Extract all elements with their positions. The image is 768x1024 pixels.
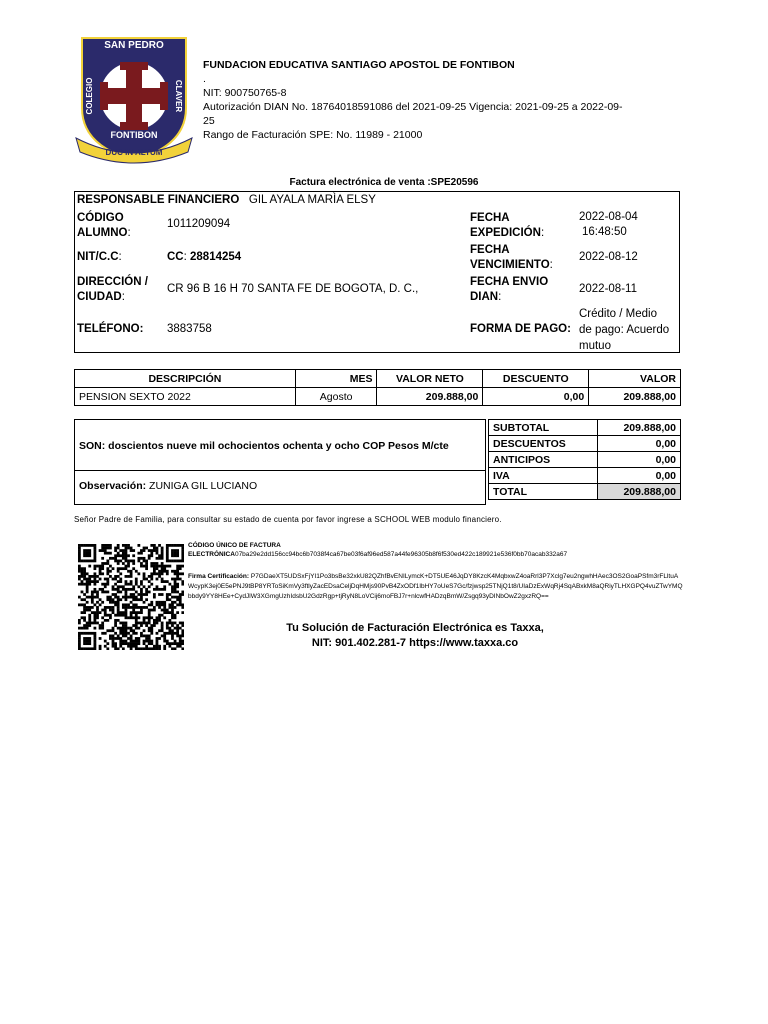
forma-pago-label: FORMA DE PAGO: [470, 323, 571, 335]
iva-row: IVA 0,00 [489, 468, 681, 484]
logo-top-text: SAN PEDRO [104, 40, 164, 51]
fecha-expedicion-value: 2022-08-04 16:48:50 [579, 211, 638, 238]
item-valor-neto: 209.888,00 [377, 388, 483, 406]
firma-label: Firma Certificación: [188, 573, 250, 580]
telefono-value: 3883758 [167, 323, 212, 335]
total-row: TOTAL 209.888,00 [489, 484, 681, 500]
cufe-block: CÓDIGO ÚNICO DE FACTURA ELECTRÓNICA07ba29e2dd156cc94bc6b7038f4ca67be03f6af96ed587a44fe96305b8f6f530ed422c189921e536f0bb70acab332a67 [188, 542, 683, 559]
qr-code [78, 544, 184, 650]
item-valor: 209.888,00 [589, 388, 681, 406]
billing-range: Rango de Facturación SPE: No. 11989 - 21000 [203, 129, 423, 141]
header-dot: . [203, 73, 206, 85]
col-descuento: DESCUENTO [483, 370, 589, 388]
item-descuento: 0,00 [483, 388, 589, 406]
anticipos-row: ANTICIPOS 0,00 [489, 452, 681, 468]
fecha-expedicion-label: FECHA EXPEDICIÓN: [470, 212, 545, 239]
responsable-row [77, 194, 376, 206]
logo-ribbon-text: DUC IN ALTUM [105, 148, 163, 157]
fecha-envio-value: 2022-08-11 [579, 283, 637, 295]
item-mes: Agosto [295, 388, 377, 406]
amount-in-words-box [74, 419, 486, 505]
forma-pago-value: Crédito / Medio de pago: Acuerdo mutuo [579, 308, 670, 352]
logo-left-text: COLEGIO [85, 77, 94, 115]
logo-right-text: CLAVER [174, 79, 183, 113]
company-header [203, 58, 623, 142]
company-nit: NIT: 900750765-8 [203, 87, 287, 99]
provider-footer [230, 621, 600, 651]
descuentos-row: DESCUENTOS 0,00 [489, 436, 681, 452]
fecha-vencimiento-value: 2022-08-12 [579, 251, 638, 263]
customer-info-box [74, 191, 680, 353]
cufe-value: 07ba29e2dd156cc94bc6b7038f4ca67be03f6af96ed587a44fe96305b8f6f530ed422c189921e536f0bb70acab332a67 [234, 550, 568, 558]
fecha-vencimiento-label: FECHA VENCIMIENTO: [470, 244, 553, 271]
fecha-envio-label: FECHA ENVIO DIAN: [470, 276, 549, 303]
parent-note: Señor Padre de Familia, para consultar su estado de cuenta por favor ingrese a SCHOOL WEB modulo financiero. [74, 515, 502, 524]
items-header-row [75, 370, 681, 388]
telefono-label: TELÉFONO: [77, 323, 144, 335]
col-valor-neto: VALOR NETO [377, 370, 483, 388]
direccion-label: DIRECCIÓN / CIUDAD: [77, 276, 148, 303]
company-name: FUNDACION EDUCATIVA SANTIAGO APOSTOL DE FONTIBON [203, 59, 515, 71]
item-descripcion: PENSION SEXTO 2022 [75, 388, 296, 406]
observacion: Observación: ZUNIGA GIL LUCIANO [79, 480, 258, 492]
direccion-value: CR 96 B 16 H 70 SANTA FE DE BOGOTA, D. C., [167, 283, 419, 295]
cufe-label: CÓDIGO ÚNICO DE FACTURA [188, 542, 281, 549]
amount-in-words: SON: doscientos nueve mil ochocientos ochenta y ocho COP Pesos M/cte [79, 440, 449, 452]
col-descripcion: DESCRIPCIÓN [75, 370, 296, 388]
firma-value: P7GDaeXT5UDSxFjYI1Po3bsBe32xkU82QZhfBvENILymcK+DT5UE46JqDY8KzcK4MqbxwZ4oaRrl3P7Xclg7eu2ngwhHAec3OS2GoaPSfm3rFLltuAWcypK3ej0E5ePNJ9tBP8YRToSiKmVy3ftlyZacEDsaCeljDqHMjs90PvB4ZxODf1IbHY7oUeS7Gc/fzjwsp25TNjQ1t8/UIaDzExWqRj4SqABxkM8aQRiyTLHXGPQ4vuZTwYMQbbdy9YY8HEe+CydJlW3XGmgUzhIdsbU2GdzRgp+tjRyN8LoVCij6moFBJ7r+nlcwfHADzqBmW/Zsgq93yDINbOwZ2gxzRQ== [188, 573, 683, 600]
invoice-title: Factura electrónica de venta :SPE20596 [289, 177, 479, 188]
items-table [74, 369, 681, 406]
col-mes: MES [295, 370, 377, 388]
codigo-label: CÓDIGO ALUMNO: [77, 212, 131, 239]
firma-block [188, 572, 683, 602]
col-valor: VALOR [589, 370, 681, 388]
footer-line-2: NIT: 901.402.281-7 https://www.taxxa.co [311, 637, 519, 649]
codigo-value: 1011209094 [167, 218, 231, 230]
responsable-label: RESPONSABLE FINANCIERO [77, 194, 240, 206]
table-row [75, 388, 681, 406]
school-logo [72, 34, 196, 166]
footer-line-1: Tu Solución de Facturación Electrónica es Taxxa, [286, 622, 544, 634]
nit-value: CC: 28814254 [167, 251, 242, 263]
subtotal-row: SUBTOTAL 209.888,00 [489, 420, 681, 436]
responsable-value: GIL AYALA MARÌA ELSY [248, 194, 376, 206]
logo-bottom-text: FONTIBON [110, 130, 158, 140]
totals-table [488, 419, 681, 500]
observacion-value: ZUNIGA GIL LUCIANO [149, 480, 258, 492]
nit-label: NIT/C.C: [77, 251, 122, 263]
dian-authorization: Autorización DIAN No. 18764018591086 del 2021-09-25 Vigencia: 2021-09-25 a 2022-09-25 [203, 101, 623, 127]
